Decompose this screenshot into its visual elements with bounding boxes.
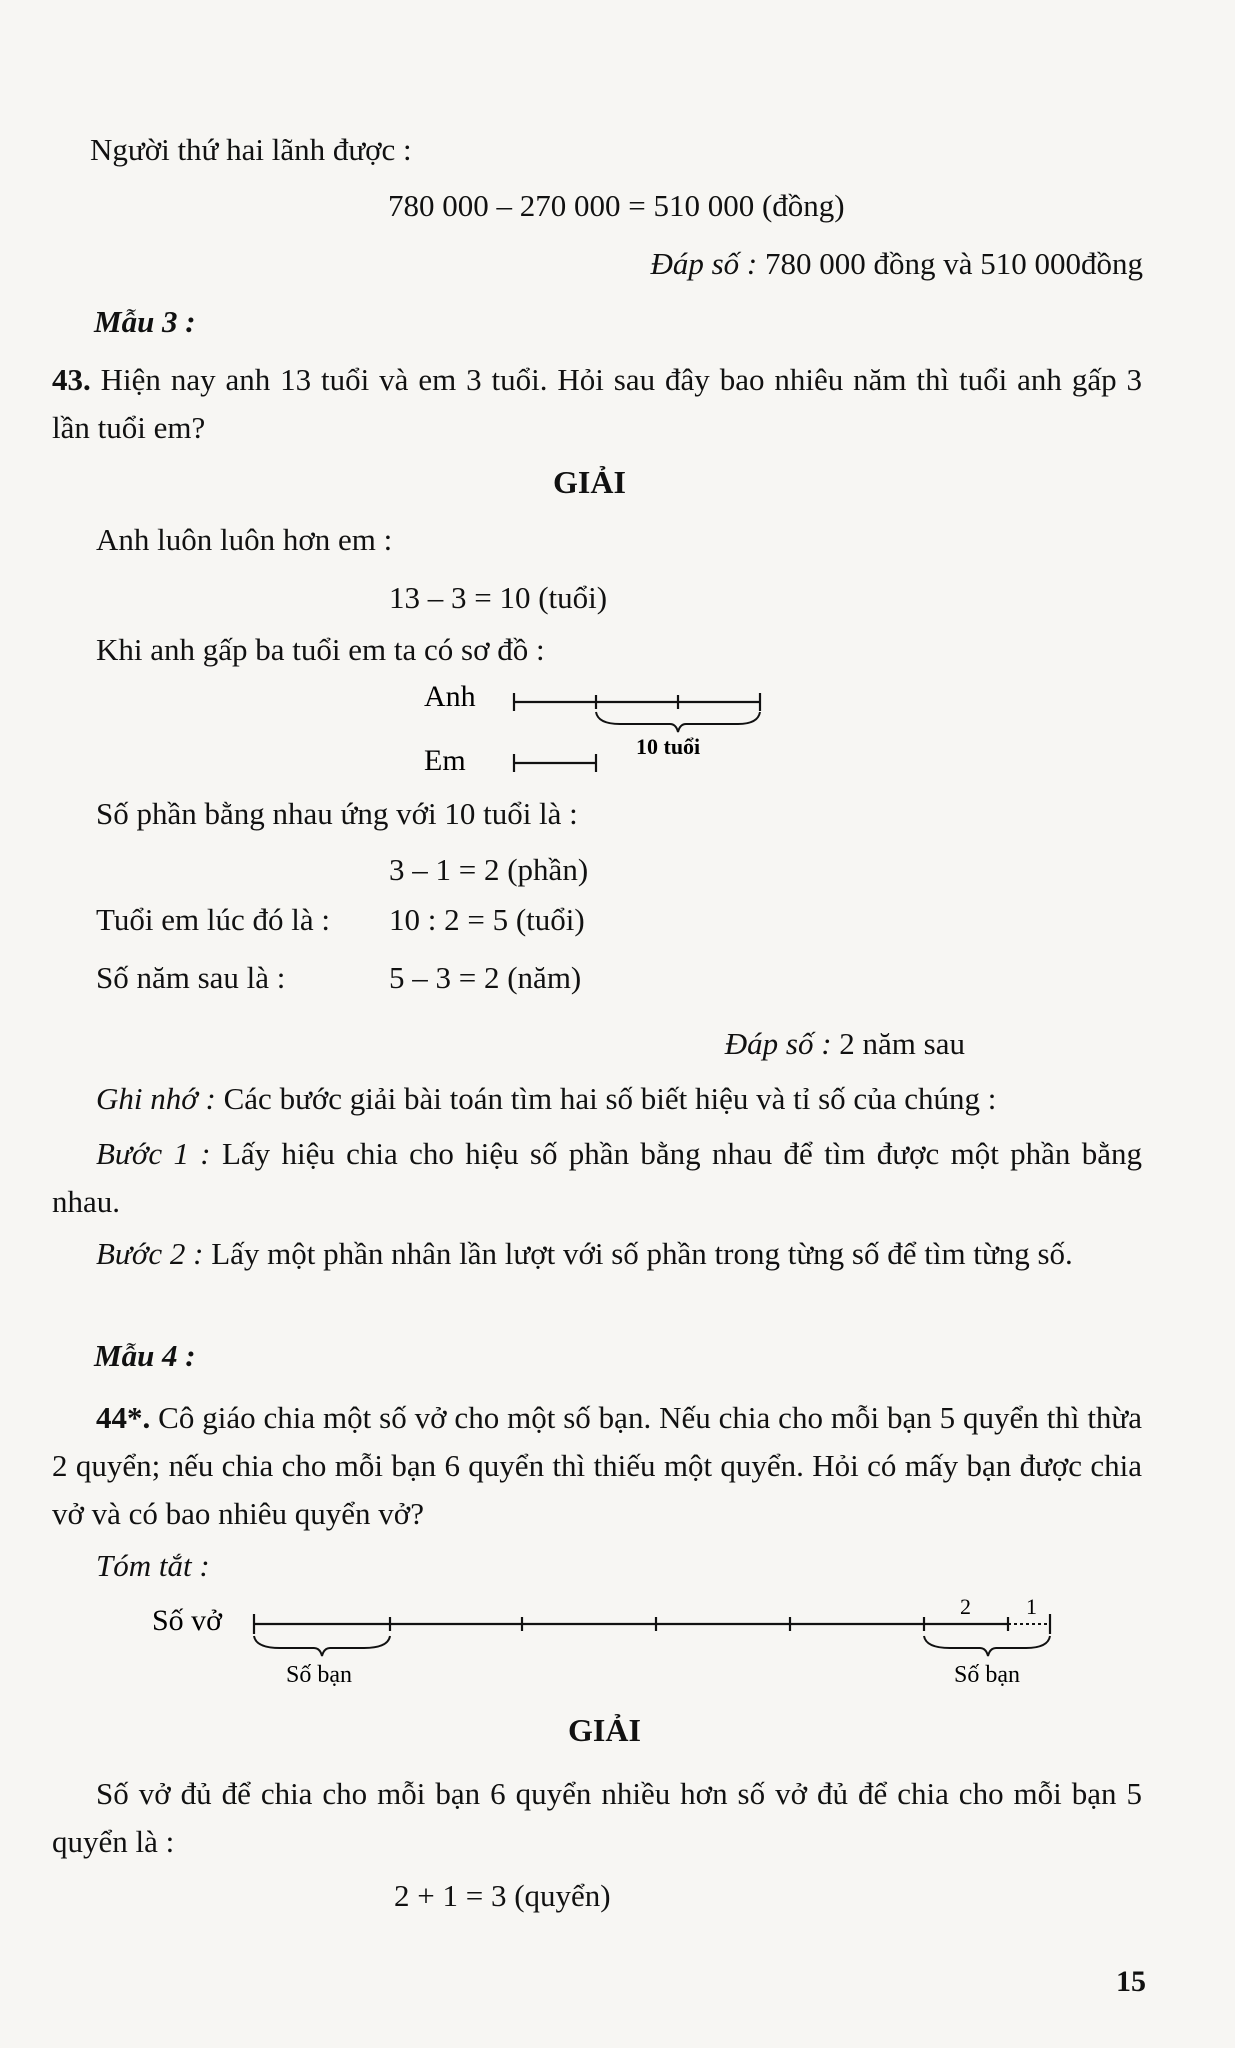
answer-label: Đáp số : bbox=[724, 1026, 832, 1061]
problem-text: Cô giáo chia một số vở cho một số bạn. Nếu chia cho mỗi bạn 5 quyển thì thừa 2 quyển; nếu chia cho mỗi bạn 6 quyển thì thiếu một quyển. Hỏi có mấy bạn được chia vở và có bao nhiêu quyển vở? bbox=[52, 1400, 1142, 1531]
problem-text: Hiện nay anh 13 tuổi và em 3 tuổi. Hỏi sau đây bao nhiêu năm thì tuổi anh gấp 3 lần tuổi em? bbox=[52, 362, 1142, 445]
answer-value: 2 năm sau bbox=[839, 1026, 965, 1061]
em-segment-line bbox=[514, 754, 596, 772]
problem-44 bbox=[52, 1394, 1142, 1538]
text-line: Khi anh gấp ba tuổi em ta có sơ đồ : bbox=[96, 632, 545, 667]
right-brace bbox=[924, 1636, 1050, 1656]
step-label: Bước 1 : bbox=[96, 1136, 211, 1171]
text-paragraph: Số vở đủ để chia cho mỗi bạn 6 quyển nhiều hơn số vở đủ để chia cho mỗi bạn 5 quyển là : bbox=[52, 1776, 1142, 1859]
page-number: 15 bbox=[1116, 1965, 1146, 1998]
step-text: Lấy một phần nhân lần lượt với số phần trong từng số để tìm từng số. bbox=[211, 1236, 1073, 1271]
segment-label-2: 2 bbox=[960, 1594, 971, 1619]
right-brace-label: Số bạn bbox=[954, 1662, 1020, 1688]
answer-line bbox=[650, 244, 1143, 284]
solution-title: GIẢI bbox=[553, 464, 626, 500]
left-brace-label: Số bạn bbox=[286, 1662, 352, 1688]
section-heading: Mẫu 3 : bbox=[94, 304, 196, 339]
left-brace bbox=[254, 1636, 390, 1656]
step-2 bbox=[52, 1230, 1142, 1278]
calculation: 10 : 2 = 5 (tuổi) bbox=[389, 902, 585, 937]
answer-label: Đáp số : bbox=[650, 246, 758, 281]
text-line: Số năm sau là : bbox=[96, 960, 286, 995]
problem-number: 43. bbox=[52, 362, 91, 397]
calculation: 780 000 – 270 000 = 510 000 (đồng) bbox=[388, 188, 845, 223]
step-1 bbox=[52, 1130, 1142, 1226]
section-heading: Mẫu 4 : bbox=[94, 1338, 196, 1373]
text-line: Người thứ hai lãnh được : bbox=[90, 132, 412, 167]
note-label: Ghi nhớ : bbox=[96, 1081, 216, 1116]
note bbox=[52, 1075, 1142, 1123]
answer-value: 780 000 đồng và 510 000đồng bbox=[764, 246, 1143, 281]
answer-line bbox=[725, 1024, 965, 1064]
calculation: 5 – 3 = 2 (năm) bbox=[389, 960, 582, 995]
calculation: 3 – 1 = 2 (phần) bbox=[389, 852, 589, 887]
text-line: Tuổi em lúc đó là : bbox=[96, 902, 330, 937]
solution-title: GIẢI bbox=[568, 1712, 641, 1748]
step-text: Lấy hiệu chia cho hiệu số phần bằng nhau để tìm được một phần bằng nhau. bbox=[52, 1136, 1142, 1219]
note-text: Các bước giải bài toán tìm hai số biết hiệu và tỉ số của chúng : bbox=[223, 1081, 997, 1116]
brace-label: 10 tuổi bbox=[636, 734, 701, 759]
text-line: Anh luôn luôn hơn em : bbox=[96, 522, 393, 557]
line-label: Số vở bbox=[152, 1604, 223, 1637]
notebook-diagram bbox=[0, 1590, 1235, 1700]
anh-label: Anh bbox=[424, 680, 476, 713]
summary-label: Tóm tắt : bbox=[96, 1548, 210, 1583]
notebook-segment-line bbox=[254, 1614, 1008, 1634]
segment-label-1: 1 bbox=[1026, 1594, 1037, 1619]
anh-segment-line bbox=[514, 693, 760, 711]
problem-43 bbox=[52, 356, 1142, 452]
text-line: Số phần bằng nhau ứng với 10 tuổi là : bbox=[96, 796, 578, 831]
calculation: 2 + 1 = 3 (quyển) bbox=[394, 1878, 611, 1913]
calculation: 13 – 3 = 10 (tuổi) bbox=[389, 580, 608, 615]
em-label: Em bbox=[424, 744, 466, 777]
age-diagram bbox=[0, 670, 1235, 790]
ten-years-brace bbox=[596, 712, 760, 732]
problem-number: 44*. bbox=[96, 1400, 151, 1435]
step-label: Bước 2 : bbox=[96, 1236, 204, 1271]
